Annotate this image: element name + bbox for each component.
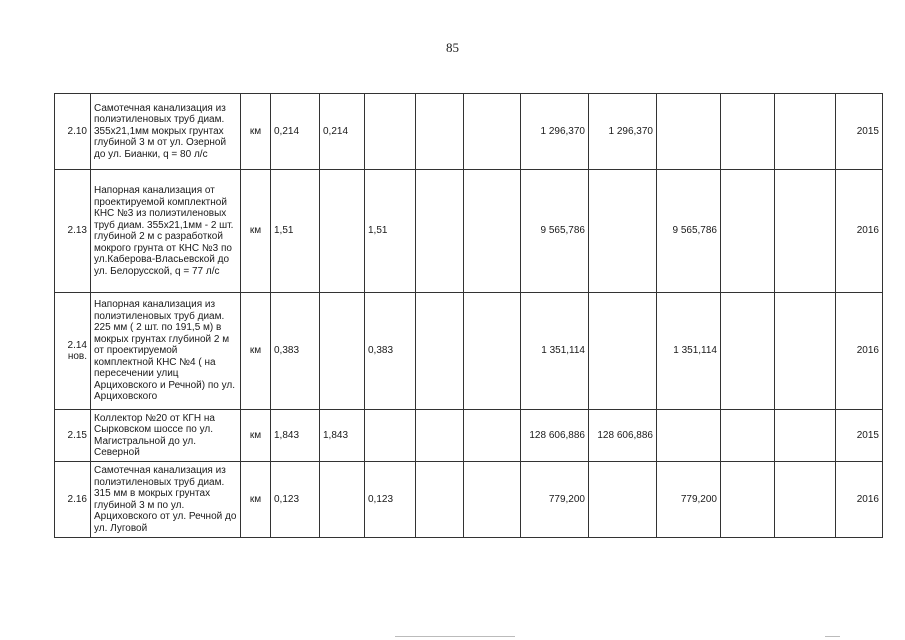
length-2017-cell	[416, 410, 464, 462]
unit-cell: км	[241, 410, 271, 462]
length-2015-cell	[320, 293, 365, 410]
year-cell: 2016	[836, 170, 883, 293]
length-2017-cell	[416, 170, 464, 293]
cost-2017-cell	[721, 410, 775, 462]
length-2017-cell	[416, 462, 464, 538]
table-body	[55, 94, 883, 538]
table-row	[55, 170, 883, 293]
year-cell: 2015	[836, 410, 883, 462]
investment-table	[54, 93, 883, 538]
length-2016-cell: 0,123	[365, 462, 416, 538]
length-total-cell: 0,383	[271, 293, 320, 410]
cost-2016-cell: 779,200	[657, 462, 721, 538]
year-cell: 2015	[836, 94, 883, 170]
cost-2015-cell: 128 606,886	[589, 410, 657, 462]
unit-cell: км	[241, 170, 271, 293]
cost-2015-cell	[589, 170, 657, 293]
cost-2018-cell	[775, 462, 836, 538]
length-2018-cell	[464, 293, 521, 410]
description-cell: Самотечная канализация из полиэтиленовых труб диам. 355х21,1мм мокрых грунтах глубиной 3 м от ул. Озерной до ул. Бианки, q = 80 л/с	[91, 94, 241, 170]
cost-total-cell: 779,200	[521, 462, 589, 538]
length-total-cell: 0,123	[271, 462, 320, 538]
cost-2016-cell: 9 565,786	[657, 170, 721, 293]
length-2017-cell	[416, 293, 464, 410]
length-2018-cell	[464, 170, 521, 293]
length-2017-cell	[416, 94, 464, 170]
footer-smudge	[395, 636, 515, 637]
length-2015-cell	[320, 462, 365, 538]
cost-2015-cell	[589, 293, 657, 410]
length-2015-cell: 1,843	[320, 410, 365, 462]
year-cell: 2016	[836, 293, 883, 410]
cost-2018-cell	[775, 170, 836, 293]
length-total-cell: 1,51	[271, 170, 320, 293]
cost-2016-cell	[657, 410, 721, 462]
cost-2018-cell	[775, 94, 836, 170]
cost-2017-cell	[721, 293, 775, 410]
unit-cell: км	[241, 94, 271, 170]
length-2016-cell	[365, 410, 416, 462]
cost-total-cell: 1 351,114	[521, 293, 589, 410]
length-2016-cell	[365, 94, 416, 170]
description-cell: Коллектор №20 от КГН на Сырковском шоссе по ул. Магистральной до ул. Северной	[91, 410, 241, 462]
description-cell: Напорная канализация из полиэтиленовых труб диам. 225 мм ( 2 шт. по 191,5 м) в мокрых грунтах глубиной 2 м от проектируемой комплектной КНС №4 ( на пересечении улиц Арциховского и Речной) по ул. Арциховского	[91, 293, 241, 410]
length-2016-cell: 1,51	[365, 170, 416, 293]
cost-2015-cell: 1 296,370	[589, 94, 657, 170]
footer-smudge	[825, 636, 840, 637]
cost-2017-cell	[721, 462, 775, 538]
page-number: 85	[446, 40, 459, 55]
length-2018-cell	[464, 462, 521, 538]
row-number-cell: 2.15	[55, 410, 91, 462]
cost-total-cell: 9 565,786	[521, 170, 589, 293]
row-number-cell: 2.16	[55, 462, 91, 538]
description-cell: Самотечная канализация из полиэтиленовых труб диам. 315 мм в мокрых грунтах глубиной 3 м по ул. Арциховского от ул. Речной до ул. Луговой	[91, 462, 241, 538]
unit-cell: км	[241, 462, 271, 538]
year-cell: 2016	[836, 462, 883, 538]
cost-2017-cell	[721, 170, 775, 293]
row-number-cell: 2.14 нов.	[55, 293, 91, 410]
length-2016-cell: 0,383	[365, 293, 416, 410]
cost-2017-cell	[721, 94, 775, 170]
length-total-cell: 1,843	[271, 410, 320, 462]
length-2015-cell: 0,214	[320, 94, 365, 170]
length-total-cell: 0,214	[271, 94, 320, 170]
length-2015-cell	[320, 170, 365, 293]
length-2018-cell	[464, 410, 521, 462]
unit-cell: км	[241, 293, 271, 410]
cost-2015-cell	[589, 462, 657, 538]
table-row	[55, 94, 883, 170]
description-cell: Напорная канализация от проектируемой комплектной КНС №3 из полиэтиленовых труб диам. 355х21,1мм - 2 шт. глубиной 2 м с разработкой мокрого грунта от КНС №3 по ул.Каберова-Власьевской до ул. Белорусской, q = 77 л/с	[91, 170, 241, 293]
cost-2016-cell: 1 351,114	[657, 293, 721, 410]
table-row	[55, 462, 883, 538]
table-row	[55, 293, 883, 410]
length-2018-cell	[464, 94, 521, 170]
cost-2018-cell	[775, 293, 836, 410]
row-number-cell: 2.10	[55, 94, 91, 170]
cost-total-cell: 128 606,886	[521, 410, 589, 462]
cost-total-cell: 1 296,370	[521, 94, 589, 170]
table-row	[55, 410, 883, 462]
row-number-cell: 2.13	[55, 170, 91, 293]
cost-2016-cell	[657, 94, 721, 170]
cost-2018-cell	[775, 410, 836, 462]
